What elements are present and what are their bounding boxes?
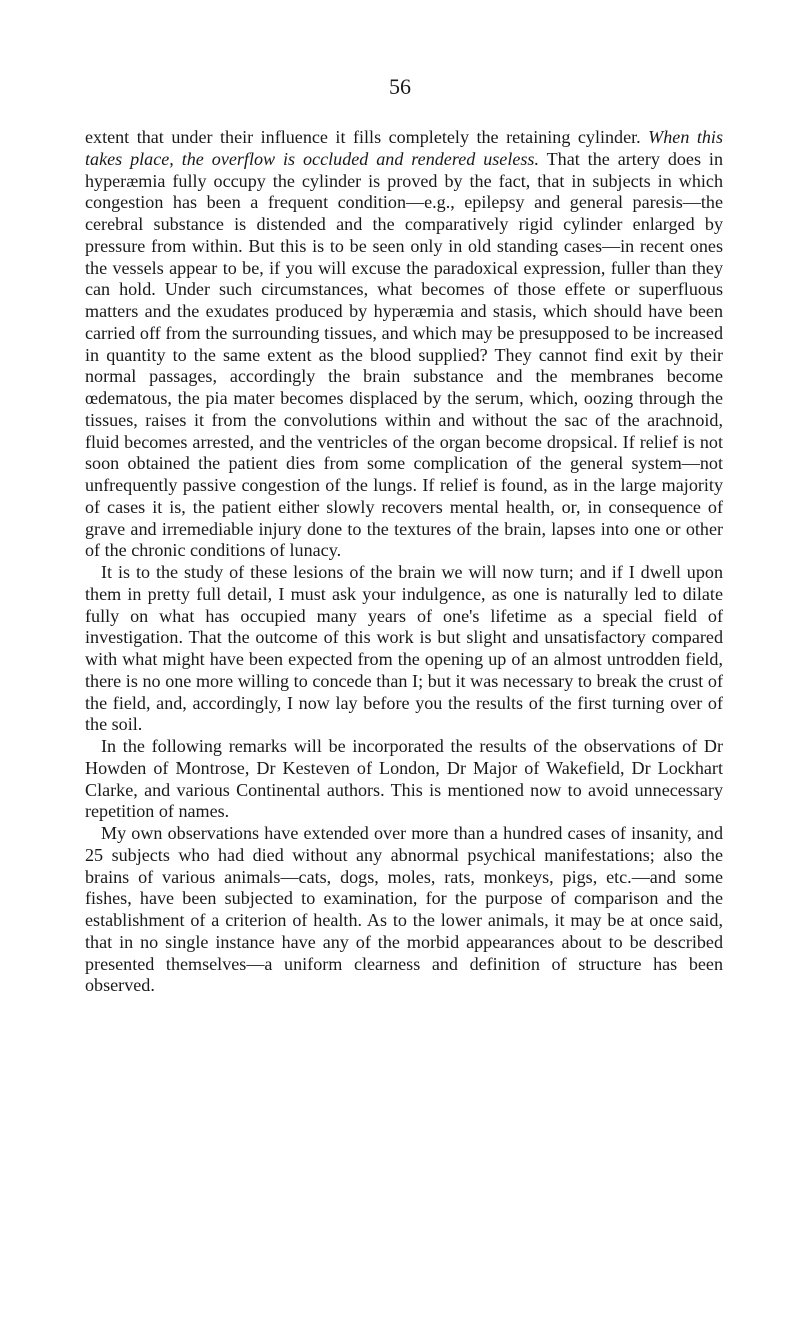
paragraph-4: My own observations have extended over more than a hundred cases of insanity, and 25 subjects who had died without any abnormal psychical manifestations; also the brains of various animals—cats, dogs, moles, rats, monkeys, pigs, etc.—and some fishes, have been subjected to examination, for the purpose of comparison and the establishment of a criterion of health. As to the lower animals, it may be at once said, that in no single instance have any of the morbid appearances about to be described presented themselves—a uniform clearness and definition of structure has been observed. [85,823,723,996]
paragraph-1-rest: That the artery does in hyperæmia fully occupy the cylinder is proved by the fact, that in subjects in which congestion has been a frequent condition—e.g., epilepsy and general paresis—the cerebral substance is distended and the comparatively rigid cylinder enlarged by pressure from within. But this is to be seen only in old standing cases—in recent ones the vessels appear to be, if you will excuse the paradoxical expression, fuller than they can hold. Under such circumstances, what becomes of those effete or superfluous matters and the exudates produced by hyperæmia and stasis, which should have been carried off from the surrounding tissues, and which may be presupposed to be increased in quantity to the same extent as the blood supplied? They cannot find exit by their normal passages, accordingly the brain substance and the membranes become œdematous, the pia mater becomes displaced by the serum, which, oozing through the tissues, raises it from the convolutions within and without the sac of the arachnoid, fluid becomes arrested, and the ventricles of the organ become dropsical. If relief is not soon obtained the patient dies from some complication of the general system—not unfrequently passive congestion of the lungs. If relief is found, as in the large majority of cases it is, the patient either slowly recovers mental health, or, in consequence of grave and irremediable injury done to the textures of the brain, lapses into one or other of the chronic conditions of lunacy. [85,148,723,561]
paragraph-3: In the following remarks will be incorporated the results of the observations of Dr Howden of Montrose, Dr Kesteven of London, Dr Major of Wakefield, Dr Lockhart Clarke, and various Continental authors. This is mentioned now to avoid unnecessary repetition of names. [85,736,723,822]
paragraph-1-start: extent that under their influence it fills completely the retaining cylinder. [85,127,649,147]
paragraph-2: It is to the study of these lesions of the brain we will now turn; and if I dwell upon them in pretty full detail, I must ask your indulgence, as one is naturally led to dilate fully on what has occupied many years of one's lifetime as a special field of investigation. That the outcome of this work is but slight and unsatisfactory compared with what might have been expected from the opening up of an almost untrodden field, there is no one more willing to concede than I; but it was necessary to break the crust of the field, and, accordingly, I now lay before you the results of the first turning over of the soil. [85,562,723,735]
page-number: 56 [389,74,411,99]
paragraph-1 [85,127,723,562]
body-text [85,127,723,997]
paragraph-1-italic: When this takes place, the overflow is occluded and rendered useless. [85,127,723,169]
